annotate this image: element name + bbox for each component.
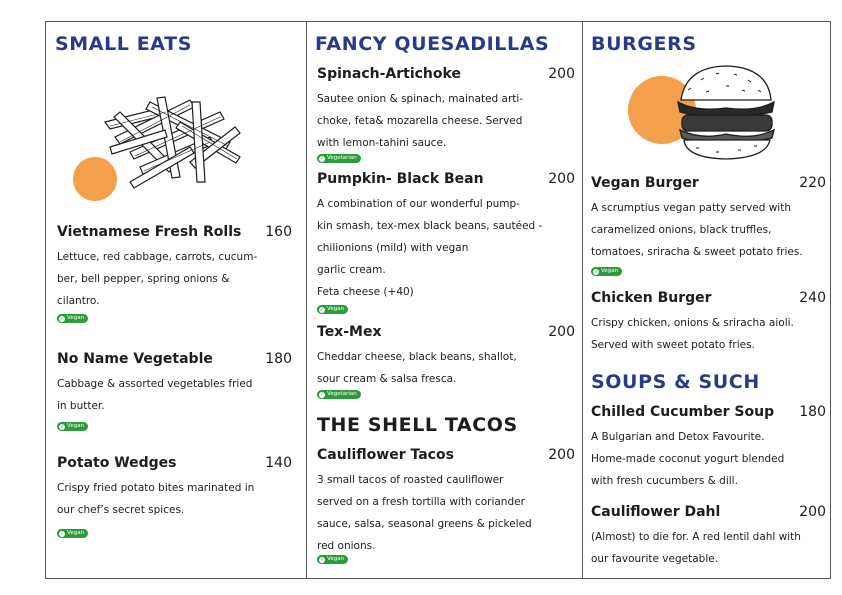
- vegetarian-badge: ✓ Vegetarian: [317, 390, 361, 399]
- leaf-icon: ✓: [319, 391, 325, 398]
- item-price: 200: [799, 504, 826, 520]
- item-name: Spinach-Artichoke: [317, 66, 461, 82]
- vegan-badge: ✓ Vegan: [591, 267, 622, 276]
- leaf-icon: ✓: [593, 268, 599, 275]
- burger-illustration: [626, 60, 776, 165]
- item-name: Vegan Burger: [591, 175, 699, 191]
- column-divider: [582, 21, 583, 579]
- item-price: 200: [548, 66, 575, 82]
- item-price: 200: [548, 324, 575, 340]
- item-description: A Bulgarian and Detox Favourite. Home-made coconut yogurt blended with fresh cucumbers & dill.: [591, 431, 785, 487]
- item-name: Potato Wedges: [57, 455, 177, 471]
- item-description: Cabbage & assorted vegetables fried in butter.: [57, 378, 253, 412]
- item-description: A combination of our wonderful pump- kin smash, tex-mex black beans, sautéed - chilionions (mild) with vegan garlic cream. Feta cheese (+40): [317, 198, 543, 298]
- item-name: Vietnamese Fresh Rolls: [57, 224, 242, 240]
- item-price: 140: [265, 455, 292, 471]
- vegan-badge: ✓ Vegan: [57, 314, 88, 323]
- item-name: Chilled Cucumber Soup: [591, 404, 775, 420]
- section-title-small-eats: SMALL EATS: [55, 33, 192, 55]
- item-description: A scrumptius vegan patty served with caramelized onions, black truffles, tomatoes, sriracha & sweet potato fries.: [591, 202, 803, 258]
- section-title-soups: SOUPS & SUCH: [591, 371, 760, 393]
- item-price: 240: [799, 290, 826, 306]
- fries-illustration: [70, 82, 250, 202]
- section-title-shell-tacos: THE SHELL TACOS: [317, 414, 518, 436]
- item-name: Chicken Burger: [591, 290, 712, 306]
- leaf-icon: ✓: [59, 530, 65, 537]
- section-title-fancy-quesadillas: FANCY QUESADILLAS: [315, 33, 550, 55]
- item-description: 3 small tacos of roasted cauliflower served on a fresh tortilla with coriander sauce, salsa, seasonal greens & pickeled red onions.: [317, 474, 532, 552]
- item-price: 160: [265, 224, 292, 240]
- vegan-badge: ✓ Vegan: [57, 529, 88, 538]
- item-description: Cheddar cheese, black beans, shallot, sour cream & salsa fresca.: [317, 351, 517, 385]
- item-price: 180: [799, 404, 826, 420]
- vegan-badge: ✓ Vegan: [57, 422, 88, 431]
- item-name: Cauliflower Tacos: [317, 447, 454, 463]
- leaf-icon: ✓: [319, 155, 325, 162]
- item-name: Pumpkin- Black Bean: [317, 171, 484, 187]
- item-description: Crispy chicken, onions & sriracha aioli. Served with sweet potato fries.: [591, 317, 794, 351]
- leaf-icon: ✓: [59, 315, 65, 322]
- item-name: Tex-Mex: [317, 324, 382, 340]
- item-description: (Almost) to die for. A red lentil dahl with our favourite vegetable.: [591, 531, 801, 565]
- leaf-icon: ✓: [319, 556, 325, 563]
- column-divider: [306, 21, 307, 579]
- vegan-badge: ✓ Vegan: [317, 305, 348, 314]
- vegan-badge: ✓ Vegan: [317, 555, 348, 564]
- leaf-icon: ✓: [319, 306, 325, 313]
- vegetarian-badge: ✓ Vegetarian: [317, 154, 361, 163]
- section-title-burgers: BURGERS: [591, 33, 697, 55]
- leaf-icon: ✓: [59, 423, 65, 430]
- item-price: 200: [548, 171, 575, 187]
- item-price: 200: [548, 447, 575, 463]
- item-price: 220: [799, 175, 826, 191]
- item-name: No Name Vegetable: [57, 351, 213, 367]
- item-name: Cauliflower Dahl: [591, 504, 721, 520]
- item-description: Sautee onion & spinach, mainated arti- choke, feta& mozarella cheese. Served with lemon-tahini sauce.: [317, 93, 524, 149]
- item-description: Lettuce, red cabbage, carrots, cucum- ber, bell pepper, spring onions & cilantro.: [57, 251, 258, 307]
- item-description: Crispy fried potato bites marinated in our chef’s secret spices.: [57, 482, 255, 516]
- item-price: 180: [265, 351, 292, 367]
